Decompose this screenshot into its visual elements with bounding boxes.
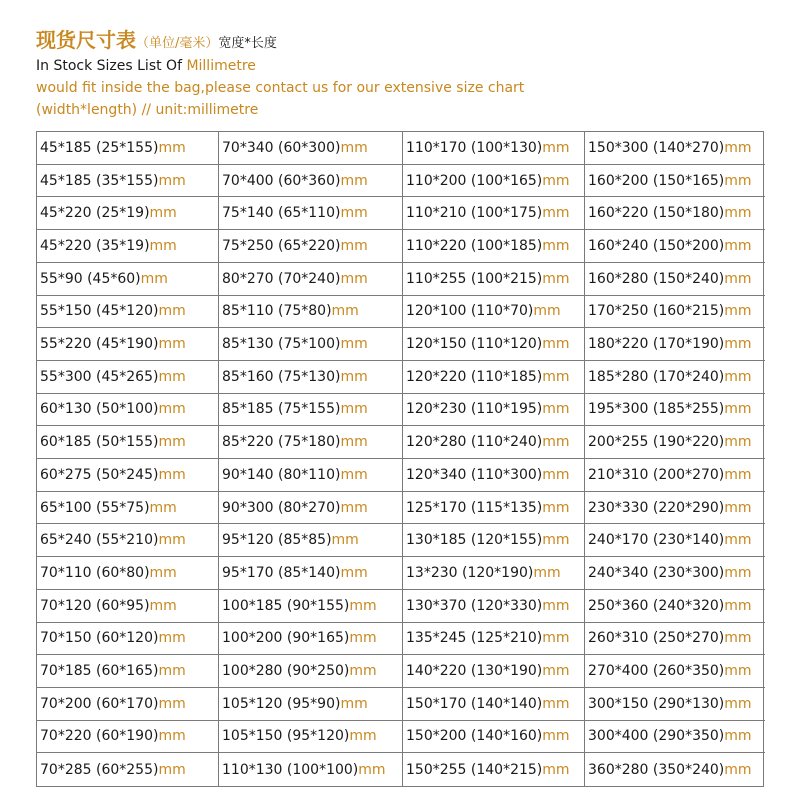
size-value: 230*330 (220*290): [588, 499, 725, 516]
unit-label: mm: [149, 499, 177, 516]
table-cell: [219, 296, 403, 329]
unit-label: mm: [340, 237, 368, 254]
size-value: 110*130 (100*100): [222, 761, 359, 778]
unit-label: mm: [724, 172, 752, 189]
table-cell: [219, 557, 403, 590]
table-cell: [37, 655, 219, 688]
unit-label: mm: [158, 434, 186, 451]
table-cell: [37, 132, 219, 165]
unit-label: mm: [340, 564, 368, 581]
unit-label: mm: [542, 205, 570, 222]
table-cell: [219, 753, 403, 786]
unit-label: mm: [158, 728, 186, 745]
size-value: 150*200 (140*160): [406, 728, 543, 745]
unit-label: mm: [542, 172, 570, 189]
table-cell: [403, 721, 585, 754]
unit-label: mm: [542, 368, 570, 385]
unit-label: mm: [542, 663, 570, 680]
table-cell: [37, 590, 219, 623]
size-value: 85*160 (75*130): [222, 368, 341, 385]
size-value: 150*300 (140*270): [588, 139, 725, 156]
unit-label: mm: [724, 237, 752, 254]
unit-label: mm: [542, 695, 570, 712]
table-cell: [585, 524, 765, 557]
table-cell: [585, 688, 765, 721]
table-cell: [219, 394, 403, 427]
size-value: 120*340 (110*300): [406, 466, 543, 483]
unit-label: mm: [724, 532, 752, 549]
size-value: 13*230 (120*190): [406, 564, 534, 581]
size-value: 65*240 (55*210): [40, 532, 159, 549]
size-value: 160*280 (150*240): [588, 270, 725, 287]
table-cell: [585, 426, 765, 459]
size-value: 60*185 (50*155): [40, 434, 159, 451]
unit-label: mm: [349, 663, 377, 680]
title-line: [36, 24, 277, 60]
table-cell: [585, 590, 765, 623]
size-value: 110*210 (100*175): [406, 205, 543, 222]
size-value: 45*220 (25*19): [40, 205, 150, 222]
table-cell: [585, 394, 765, 427]
table-cell: [219, 197, 403, 230]
unit-label: mm: [149, 237, 177, 254]
unit-label: mm: [331, 303, 359, 320]
unit-label: mm: [542, 597, 570, 614]
unit-label: mm: [542, 270, 570, 287]
unit-label: mm: [349, 630, 377, 647]
unit-label: mm: [158, 466, 186, 483]
size-value: 170*250 (160*215): [588, 303, 725, 320]
table-cell: [37, 263, 219, 296]
unit-label: mm: [158, 172, 186, 189]
unit-label: mm: [533, 303, 561, 320]
table-cell: [403, 688, 585, 721]
unit-label: mm: [158, 336, 186, 353]
size-value: 200*255 (190*220): [588, 434, 725, 451]
unit-label: mm: [340, 270, 368, 287]
size-value: 90*140 (80*110): [222, 466, 341, 483]
table-cell: [585, 197, 765, 230]
unit-label: mm: [158, 401, 186, 418]
table-cell: [403, 557, 585, 590]
size-value: 100*200 (90*165): [222, 630, 350, 647]
unit-label: mm: [158, 303, 186, 320]
table-cell: [403, 263, 585, 296]
unit-label: mm: [340, 205, 368, 222]
size-value: 85*185 (75*155): [222, 401, 341, 418]
table-cell: [403, 459, 585, 492]
unit-label: mm: [349, 597, 377, 614]
size-value: 160*200 (150*165): [588, 172, 725, 189]
table-cell: [219, 426, 403, 459]
unit-label: mm: [542, 336, 570, 353]
size-value: 120*220 (110*185): [406, 368, 543, 385]
size-value: 85*130 (75*100): [222, 336, 341, 353]
size-value: 150*255 (140*215): [406, 761, 543, 778]
unit-label: mm: [340, 434, 368, 451]
size-value: 80*270 (70*240): [222, 270, 341, 287]
unit-label: mm: [542, 237, 570, 254]
table-cell: [403, 623, 585, 656]
unit-label: mm: [158, 761, 186, 778]
unit-label: mm: [542, 499, 570, 516]
size-value: 70*285 (60*255): [40, 761, 159, 778]
size-value: 240*170 (230*140): [588, 532, 725, 549]
table-cell: [403, 361, 585, 394]
table-cell: [585, 361, 765, 394]
size-value: 270*400 (260*350): [588, 663, 725, 680]
table-cell: [219, 524, 403, 557]
table-cell: [219, 721, 403, 754]
table-cell: [37, 492, 219, 525]
unit-label: mm: [358, 761, 386, 778]
table-cell: [403, 524, 585, 557]
unit-label: mm: [140, 270, 168, 287]
unit-label: mm: [724, 663, 752, 680]
table-cell: [37, 688, 219, 721]
table-cell: [219, 655, 403, 688]
unit-label: mm: [724, 564, 752, 581]
table-cell: [219, 361, 403, 394]
unit-label: mm: [149, 205, 177, 222]
unit-label: mm: [340, 466, 368, 483]
table-cell: [585, 557, 765, 590]
unit-label: mm: [340, 368, 368, 385]
title-dimension: 宽度*长度: [218, 36, 277, 51]
size-value: 210*310 (200*270): [588, 466, 725, 483]
size-table: [36, 131, 764, 787]
size-value: 45*220 (35*19): [40, 237, 150, 254]
table-cell: [585, 623, 765, 656]
unit-label: mm: [349, 728, 377, 745]
unit-label: mm: [158, 663, 186, 680]
table-cell: [219, 459, 403, 492]
unit-label: mm: [542, 401, 570, 418]
table-cell: [219, 590, 403, 623]
size-value: 110*200 (100*165): [406, 172, 543, 189]
table-cell: [585, 655, 765, 688]
unit-label: mm: [724, 761, 752, 778]
table-cell: [37, 230, 219, 263]
size-value: 70*120 (60*95): [40, 597, 150, 614]
unit-label: mm: [724, 336, 752, 353]
table-cell: [403, 328, 585, 361]
header: [36, 24, 776, 124]
size-value: 110*255 (100*215): [406, 270, 543, 287]
unit-label: mm: [724, 466, 752, 483]
size-value: 85*110 (75*80): [222, 303, 332, 320]
table-cell: [403, 296, 585, 329]
size-value: 70*150 (60*120): [40, 630, 159, 647]
size-value: 125*170 (115*135): [406, 499, 543, 516]
subtitle-prefix: In Stock Sizes List Of: [36, 58, 187, 74]
table-cell: [219, 263, 403, 296]
size-value: 70*200 (60*170): [40, 695, 159, 712]
table-cell: [403, 197, 585, 230]
size-value: 95*170 (85*140): [222, 564, 341, 581]
unit-label: mm: [542, 466, 570, 483]
table-cell: [585, 328, 765, 361]
size-value: 55*90 (45*60): [40, 270, 141, 287]
size-value: 55*300 (45*265): [40, 368, 159, 385]
unit-label: mm: [149, 564, 177, 581]
size-value: 70*185 (60*165): [40, 663, 159, 680]
size-value: 60*275 (50*245): [40, 466, 159, 483]
unit-label: mm: [340, 336, 368, 353]
size-value: 105*120 (95*90): [222, 695, 341, 712]
table-cell: [37, 721, 219, 754]
unit-label: mm: [158, 695, 186, 712]
unit-label: mm: [158, 368, 186, 385]
table-cell: [37, 426, 219, 459]
table-cell: [37, 753, 219, 786]
unit-label: mm: [724, 368, 752, 385]
table-cell: [37, 524, 219, 557]
size-value: 130*370 (120*330): [406, 597, 543, 614]
unit-label: mm: [724, 695, 752, 712]
title-unit: （单位/毫米）: [136, 36, 219, 51]
unit-label: mm: [158, 532, 186, 549]
size-value: 105*150 (95*120): [222, 728, 350, 745]
size-value: 160*220 (150*180): [588, 205, 725, 222]
size-value: 110*220 (100*185): [406, 237, 543, 254]
unit-label: mm: [340, 139, 368, 156]
unit-label: mm: [724, 434, 752, 451]
size-value: 120*280 (110*240): [406, 434, 543, 451]
table-cell: [403, 165, 585, 198]
size-value: 90*300 (80*270): [222, 499, 341, 516]
size-value: 110*170 (100*130): [406, 139, 543, 156]
table-cell: [219, 230, 403, 263]
size-value: 65*100 (55*75): [40, 499, 150, 516]
subtitle-accent: Millimetre: [186, 58, 256, 74]
unit-label: mm: [340, 401, 368, 418]
size-value: 120*100 (110*70): [406, 303, 534, 320]
unit-label: mm: [340, 695, 368, 712]
size-value: 150*170 (140*140): [406, 695, 543, 712]
size-value: 45*185 (25*155): [40, 139, 159, 156]
unit-label: mm: [724, 270, 752, 287]
table-cell: [37, 361, 219, 394]
table-cell: [37, 197, 219, 230]
table-cell: [585, 165, 765, 198]
unit-label: mm: [542, 434, 570, 451]
table-cell: [585, 132, 765, 165]
table-cell: [403, 230, 585, 263]
size-value: 85*220 (75*180): [222, 434, 341, 451]
size-value: 120*150 (110*120): [406, 336, 543, 353]
table-cell: [37, 623, 219, 656]
size-value: 140*220 (130*190): [406, 663, 543, 680]
table-cell: [403, 753, 585, 786]
size-value: 55*150 (45*120): [40, 303, 159, 320]
table-cell: [585, 263, 765, 296]
table-cell: [585, 721, 765, 754]
size-value: 120*230 (110*195): [406, 401, 543, 418]
size-value: 185*280 (170*240): [588, 368, 725, 385]
size-value: 135*245 (125*210): [406, 630, 543, 647]
table-cell: [37, 165, 219, 198]
table-cell: [37, 328, 219, 361]
table-cell: [37, 459, 219, 492]
size-value: 70*340 (60*300): [222, 139, 341, 156]
size-value: 260*310 (250*270): [588, 630, 725, 647]
size-value: 240*340 (230*300): [588, 564, 725, 581]
unit-label: mm: [542, 532, 570, 549]
table-cell: [585, 296, 765, 329]
table-cell: [37, 394, 219, 427]
size-value: 55*220 (45*190): [40, 336, 159, 353]
unit-label: mm: [331, 532, 359, 549]
subtitle-fit-note: would fit inside the bag,please contact us for our extensive size chart: [36, 80, 525, 96]
table-cell: [403, 426, 585, 459]
table-cell: [219, 623, 403, 656]
unit-label: mm: [724, 303, 752, 320]
unit-label: mm: [724, 728, 752, 745]
unit-label: mm: [158, 139, 186, 156]
size-value: 195*300 (185*255): [588, 401, 725, 418]
unit-label: mm: [724, 630, 752, 647]
size-value: 75*250 (65*220): [222, 237, 341, 254]
subtitle-stock-sizes: [36, 58, 256, 74]
unit-label: mm: [724, 499, 752, 516]
size-value: 250*360 (240*320): [588, 597, 725, 614]
size-value: 70*400 (60*360): [222, 172, 341, 189]
subtitle-unit-note: (width*length) // unit:millimetre: [36, 102, 259, 118]
unit-label: mm: [542, 728, 570, 745]
size-value: 360*280 (350*240): [588, 761, 725, 778]
unit-label: mm: [149, 597, 177, 614]
size-value: 160*240 (150*200): [588, 237, 725, 254]
size-value: 100*280 (90*250): [222, 663, 350, 680]
size-value: 70*110 (60*80): [40, 564, 150, 581]
table-cell: [37, 557, 219, 590]
size-value: 100*185 (90*155): [222, 597, 350, 614]
unit-label: mm: [724, 401, 752, 418]
size-value: 45*185 (35*155): [40, 172, 159, 189]
size-value: 300*400 (290*350): [588, 728, 725, 745]
size-value: 130*185 (120*155): [406, 532, 543, 549]
title-cn: 现货尺寸表: [36, 28, 136, 52]
table-cell: [37, 296, 219, 329]
table-cell: [219, 132, 403, 165]
table-cell: [219, 688, 403, 721]
size-value: 70*220 (60*190): [40, 728, 159, 745]
table-cell: [219, 328, 403, 361]
unit-label: mm: [542, 630, 570, 647]
table-cell: [585, 492, 765, 525]
table-cell: [585, 459, 765, 492]
size-value: 300*150 (290*130): [588, 695, 725, 712]
table-cell: [403, 132, 585, 165]
table-cell: [585, 753, 765, 786]
unit-label: mm: [542, 139, 570, 156]
unit-label: mm: [542, 761, 570, 778]
table-cell: [403, 590, 585, 623]
unit-label: mm: [158, 630, 186, 647]
table-cell: [585, 230, 765, 263]
table-cell: [219, 165, 403, 198]
unit-label: mm: [340, 172, 368, 189]
unit-label: mm: [724, 139, 752, 156]
table-cell: [403, 492, 585, 525]
unit-label: mm: [340, 499, 368, 516]
table-cell: [403, 655, 585, 688]
unit-label: mm: [724, 597, 752, 614]
size-value: 180*220 (170*190): [588, 336, 725, 353]
unit-label: mm: [724, 205, 752, 222]
table-cell: [219, 492, 403, 525]
unit-label: mm: [533, 564, 561, 581]
size-value: 60*130 (50*100): [40, 401, 159, 418]
size-value: 75*140 (65*110): [222, 205, 341, 222]
table-cell: [403, 394, 585, 427]
size-value: 95*120 (85*85): [222, 532, 332, 549]
